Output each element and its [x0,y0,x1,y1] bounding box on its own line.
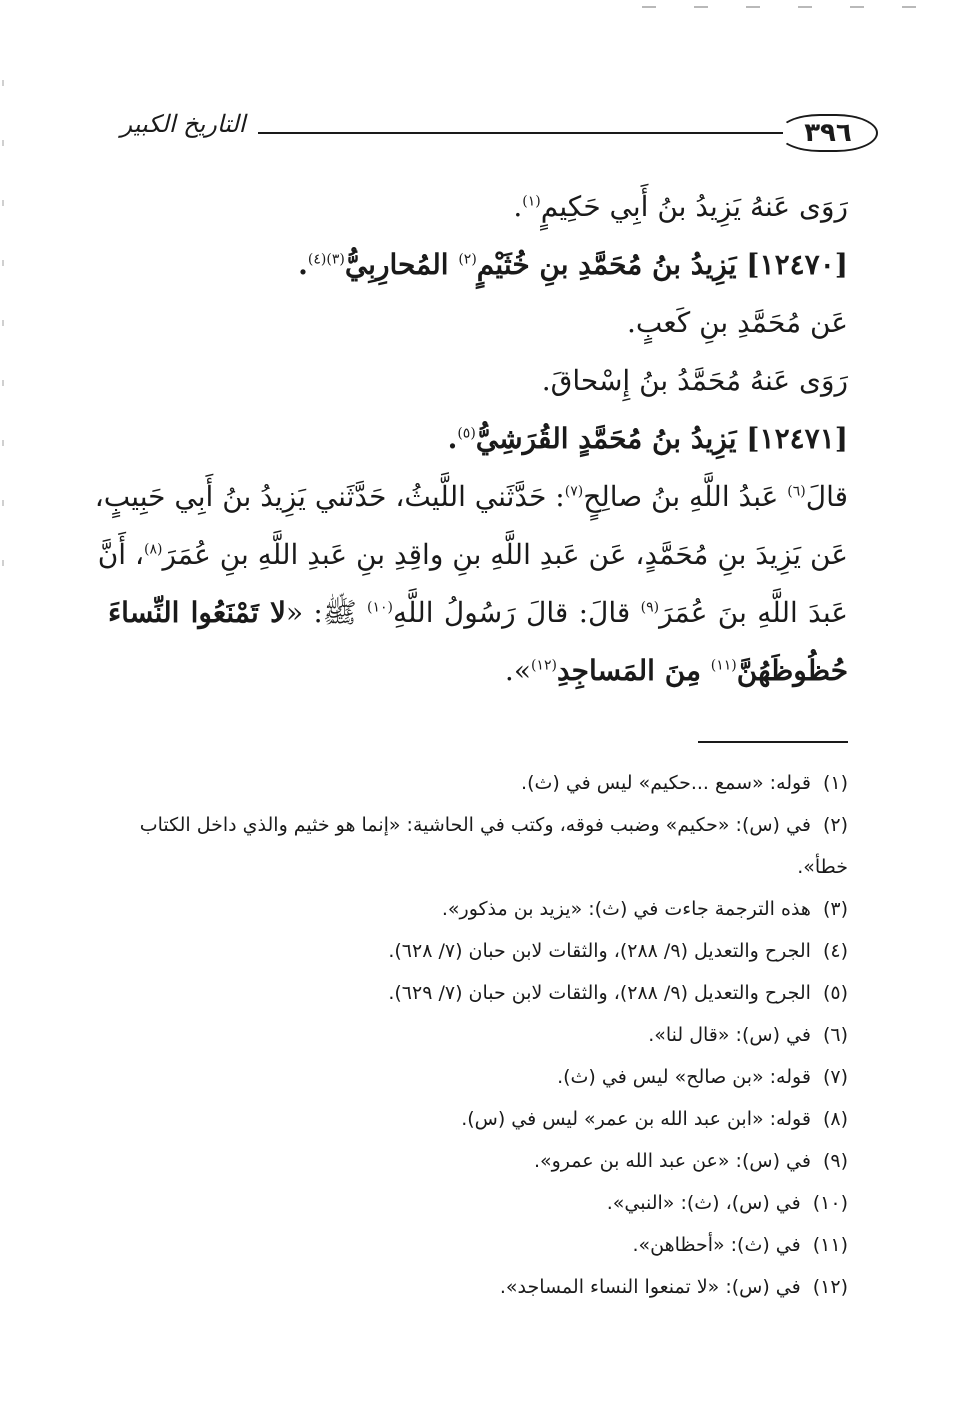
punctuation: . [513,190,523,223]
footnote-number: (٧) [822,1066,848,1088]
footnote-number: (٣) [822,898,848,920]
footnote-ref[interactable]: (٨) [144,541,163,558]
hadith-text: لا تَمْنَعُوا النِّساءَ [108,596,286,629]
footnote [100,1140,848,1182]
main-text [94,178,848,700]
footnote-text: قوله: «ابن عبد الله بن عمر» ليس في (س). [461,1108,811,1130]
footnote-number: (١١) [812,1234,848,1256]
footnote [100,1056,848,1098]
text-line [108,352,848,410]
narration-text: عَن مُحَمَّدِ بنِ كَعبٍ. [626,306,848,339]
text-line [108,584,848,642]
footnote-number: (٢) [822,814,848,836]
footnote [100,1014,848,1056]
page-number-frame [778,114,878,152]
hadith-text: حُظُوظَهُنَّ [736,654,848,687]
footnote [100,930,848,972]
page-header [108,110,878,156]
footnote-ref[interactable]: (١) [522,193,541,210]
footnote [100,1266,848,1308]
scan-marks [642,6,916,8]
footnote-number: (٦) [822,1024,848,1046]
entry-heading [108,410,848,468]
narration-text: ، أَنَّ [97,538,144,571]
narration-text: ﷺ: « [285,596,367,629]
text-line [108,642,848,700]
footnote-text: الجرح والتعديل (٩/ ٢٨٨)، والثقات لابن حبان (٧/ ٦٢٩). [388,982,811,1004]
footnote-ref[interactable]: (١٢) [530,657,557,674]
footnote-ref[interactable]: (١٠) [366,599,393,616]
entry-nisba: المُحارِبِيُّ [344,248,459,281]
footnote-text: هذه الترجمة جاءت في (ث): «يزيد بن مذكور». [441,898,811,920]
footnote-text: في (س)، (ث): «النبي». [606,1192,801,1214]
footnote-ref[interactable]: (٥) [457,425,476,442]
text-line [108,294,848,352]
narration-text: رَوَى عَنهُ يَزِيدُ بنُ أَبِي حَكِيمٍ [540,190,848,223]
footnote [100,972,848,1014]
footnote-text: في (س): «لا تمنعوا النساء المساجد». [499,1276,801,1298]
hadith-text: مِنَ المَساجِدِ [556,654,711,687]
narration-text: قالَ [805,480,848,513]
footnote-ref[interactable]: (٧) [564,483,584,500]
narration-text: رَوَى عَنهُ مُحَمَّدُ بنُ إِسْحاقَ. [541,364,848,397]
footnote-text: في (س): «عن عبد الله بن عمرو». [533,1150,811,1172]
footnote-text: قوله: «سمع ...حكيم» ليس في (ث). [521,772,811,794]
narration-text: قالَ: قالَ رَسُولُ اللَّهِ [392,596,641,629]
footnote-text: قوله: «بن صالح» ليس في (ث). [557,1066,811,1088]
punctuation: ». [504,654,531,687]
footnote [100,804,848,888]
narration-text: عَن يَزِيدَ بنِ مُحَمَّدٍ، عَن عَبدِ اللَّهِ بنِ واقِدِ بنِ عَبدِ اللَّهِ بنِ عُمَرَ [162,538,848,571]
footnote-ref[interactable]: (١١) [710,657,737,674]
footnote-ref[interactable]: (٢) [458,251,477,268]
footnote-ref[interactable]: (٣)(٤) [307,251,345,268]
footnote-ref[interactable]: (٦) [787,483,806,500]
footnote-number: (٩) [822,1150,848,1172]
text-line [108,178,848,236]
footnote-number: (٥) [822,982,848,1004]
text-line [97,526,848,584]
text-line [94,468,848,526]
punctuation: . [447,422,458,455]
footnote-number: (١٠) [812,1192,848,1214]
footnote [100,888,848,930]
footnote-number: (٤) [822,940,848,962]
footnote-text: في (س): «حكيم» وضبب فوقه، وكتب في الحاشية: «إنما هو خثيم والذي داخل الكتاب خطأ». [139,814,848,878]
entry-name: يَزِيدُ بنُ مُحَمَّدِ بنِ خُثَيْمٍ [476,248,747,281]
footnote-divider [698,741,848,743]
footnote [100,1224,848,1266]
header-rule [258,132,783,134]
entry-number: [١٢٤٧٠] [746,248,848,281]
narration-text: عَبدُ اللَّهِ بنُ صالِحٍ [583,480,788,513]
footnotes [100,762,848,1308]
entry-heading [108,236,848,294]
narration-text: عَبدَ اللَّهِ بنَ عُمَرَ [659,596,848,629]
footnote [100,1098,848,1140]
footnote [100,762,848,804]
footnote [100,1182,848,1224]
scan-edge [2,80,4,600]
footnote-number: (١٢) [812,1276,848,1298]
entry-number: [١٢٤٧١] [746,422,848,455]
footnote-number: (١) [822,772,848,794]
narration-text: : حَدَّثَني اللَّيثُ، حَدَّثَني يَزِيدُ بنُ أَبِي حَبِيبٍ، [94,480,565,513]
entry-name: يَزِيدُ بنُ مُحَمَّدٍ القُرَشِيُّ [475,422,747,455]
punctuation: . [298,248,308,281]
page-number: ٣٩٦ [804,118,852,148]
footnote-text: في (س): «قال لنا». [648,1024,811,1046]
footnote-text: في (ث): «أحظاهن». [632,1234,801,1256]
footnote-text: الجرح والتعديل (٩/ ٢٨٨)، والثقات لابن حبان (٧/ ٦٢٨). [388,940,811,962]
footnote-number: (٨) [822,1108,848,1130]
book-title: التاريخ الكبير [120,110,246,138]
footnote-ref[interactable]: (٩) [640,599,660,616]
